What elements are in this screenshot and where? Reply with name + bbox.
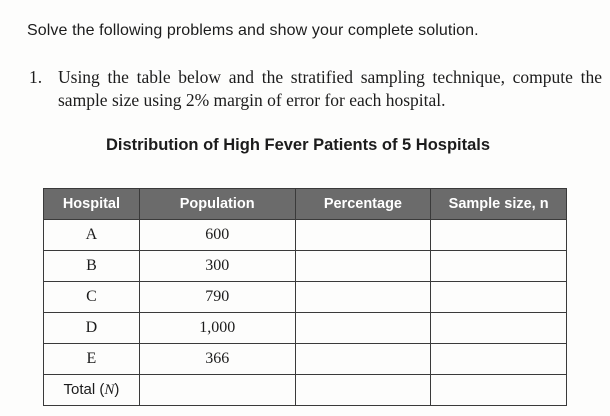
- header-hospital: Hospital: [44, 189, 140, 220]
- problem-number: 1.: [29, 67, 43, 87]
- total-percentage-cell: [295, 375, 431, 406]
- percentage-cell: [295, 344, 431, 375]
- problem-text: Using the table below and the stratified sampling technique, compute the sample size using 2% margin of error for each hospital.: [58, 67, 602, 110]
- hospital-cell: C: [44, 282, 140, 313]
- table-row: [44, 251, 567, 282]
- table-row: [44, 344, 567, 375]
- percentage-cell: [295, 313, 431, 344]
- header-sample-size: Sample size, n: [431, 189, 567, 220]
- hospital-distribution-table: [43, 188, 567, 406]
- table-row: [44, 220, 567, 251]
- sample-size-cell: [431, 220, 567, 251]
- population-cell: 366: [139, 344, 295, 375]
- population-cell: 300: [139, 251, 295, 282]
- percentage-cell: [295, 251, 431, 282]
- sample-size-cell: [431, 313, 567, 344]
- total-population-cell: [139, 375, 295, 406]
- sample-size-cell: [431, 251, 567, 282]
- percentage-cell: [295, 282, 431, 313]
- instruction-text: Solve the following problems and show your complete solution.: [27, 22, 479, 39]
- total-label: Total (N): [44, 375, 140, 406]
- table-header-row: [44, 189, 567, 220]
- sample-size-cell: [431, 282, 567, 313]
- total-sample-size-cell: [431, 375, 567, 406]
- percentage-cell: [295, 220, 431, 251]
- population-cell: 1,000: [139, 313, 295, 344]
- population-cell: 790: [139, 282, 295, 313]
- total-symbol: N: [104, 382, 115, 398]
- header-percentage: Percentage: [295, 189, 431, 220]
- table-total-row: [44, 375, 567, 406]
- table-row: [44, 282, 567, 313]
- table-title: Distribution of High Fever Patients of 5 Hospitals: [105, 136, 491, 154]
- header-population: Population: [139, 189, 295, 220]
- hospital-cell: D: [44, 313, 140, 344]
- hospital-cell: E: [44, 344, 140, 375]
- population-cell: 600: [139, 220, 295, 251]
- sample-size-cell: [431, 344, 567, 375]
- hospital-cell: A: [44, 220, 140, 251]
- table-row: [44, 313, 567, 344]
- hospital-cell: B: [44, 251, 140, 282]
